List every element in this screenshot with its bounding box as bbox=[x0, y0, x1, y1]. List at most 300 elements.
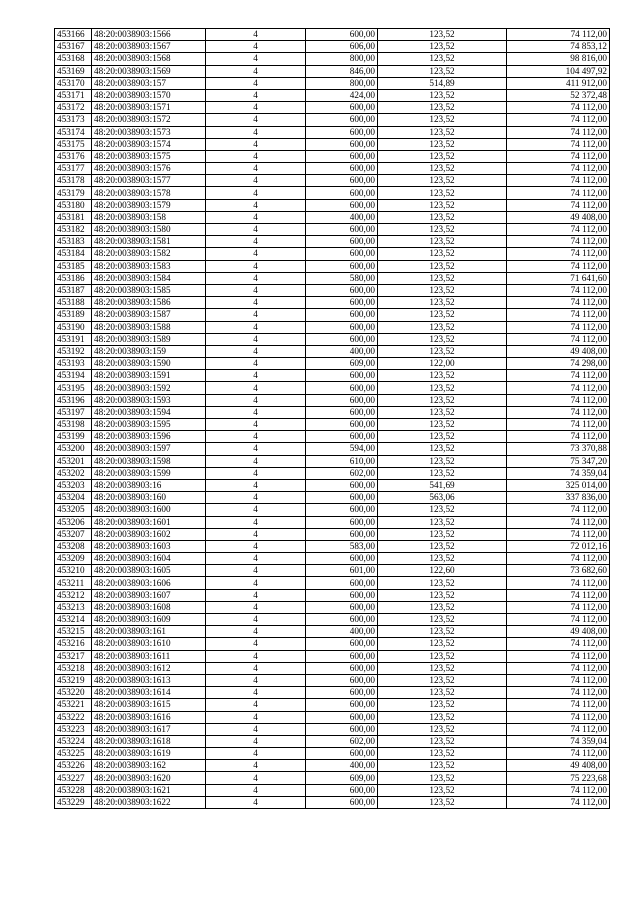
rate-cell: 123,52 bbox=[378, 53, 507, 65]
row-id-cell: 453195 bbox=[55, 382, 92, 394]
row-id-cell: 453203 bbox=[55, 479, 92, 491]
table-row bbox=[55, 431, 610, 443]
table-row bbox=[55, 211, 610, 223]
cadastral-number-cell: 48:20:0038903:1570 bbox=[92, 89, 206, 101]
table-row bbox=[55, 382, 610, 394]
area-cell: 602,00 bbox=[306, 467, 378, 479]
value-cell: 411 912,00 bbox=[507, 77, 610, 89]
cadastral-number-cell: 48:20:0038903:1585 bbox=[92, 284, 206, 296]
category-cell: 4 bbox=[206, 540, 306, 552]
area-cell: 600,00 bbox=[306, 309, 378, 321]
cadastral-number-cell: 48:20:0038903:1604 bbox=[92, 553, 206, 565]
area-cell: 600,00 bbox=[306, 553, 378, 565]
table-row bbox=[55, 114, 610, 126]
cadastral-number-cell: 48:20:0038903:1613 bbox=[92, 674, 206, 686]
rate-cell: 123,52 bbox=[378, 443, 507, 455]
value-cell: 73 370,88 bbox=[507, 443, 610, 455]
row-id-cell: 453215 bbox=[55, 626, 92, 638]
category-cell: 4 bbox=[206, 443, 306, 455]
cadastral-number-cell: 48:20:0038903:1618 bbox=[92, 735, 206, 747]
table-row bbox=[55, 784, 610, 796]
category-cell: 4 bbox=[206, 577, 306, 589]
cadastral-number-cell: 48:20:0038903:1569 bbox=[92, 65, 206, 77]
category-cell: 4 bbox=[206, 163, 306, 175]
value-cell: 74 112,00 bbox=[507, 126, 610, 138]
area-cell: 600,00 bbox=[306, 784, 378, 796]
value-cell: 74 112,00 bbox=[507, 394, 610, 406]
table-row bbox=[55, 297, 610, 309]
category-cell: 4 bbox=[206, 199, 306, 211]
category-cell: 4 bbox=[206, 272, 306, 284]
area-cell: 600,00 bbox=[306, 284, 378, 296]
value-cell: 74 112,00 bbox=[507, 224, 610, 236]
value-cell: 74 112,00 bbox=[507, 175, 610, 187]
category-cell: 4 bbox=[206, 114, 306, 126]
table-row bbox=[55, 601, 610, 613]
category-cell: 4 bbox=[206, 455, 306, 467]
area-cell: 600,00 bbox=[306, 394, 378, 406]
rate-cell: 123,52 bbox=[378, 333, 507, 345]
category-cell: 4 bbox=[206, 333, 306, 345]
category-cell: 4 bbox=[206, 284, 306, 296]
table-row bbox=[55, 772, 610, 784]
value-cell: 74 112,00 bbox=[507, 248, 610, 260]
table-row bbox=[55, 150, 610, 162]
area-cell: 600,00 bbox=[306, 175, 378, 187]
category-cell: 4 bbox=[206, 467, 306, 479]
table-row bbox=[55, 650, 610, 662]
rate-cell: 123,52 bbox=[378, 163, 507, 175]
table-row bbox=[55, 748, 610, 760]
row-id-cell: 453171 bbox=[55, 89, 92, 101]
cadastral-number-cell: 48:20:0038903:1593 bbox=[92, 394, 206, 406]
value-cell: 74 112,00 bbox=[507, 382, 610, 394]
rate-cell: 123,52 bbox=[378, 236, 507, 248]
table-row bbox=[55, 236, 610, 248]
value-cell: 74 112,00 bbox=[507, 528, 610, 540]
row-id-cell: 453217 bbox=[55, 650, 92, 662]
cadastral-number-cell: 48:20:0038903:1599 bbox=[92, 467, 206, 479]
cadastral-number-cell: 48:20:0038903:1601 bbox=[92, 516, 206, 528]
area-cell: 600,00 bbox=[306, 492, 378, 504]
category-cell: 4 bbox=[206, 699, 306, 711]
rate-cell: 123,52 bbox=[378, 297, 507, 309]
value-cell: 74 853,12 bbox=[507, 41, 610, 53]
cadastral-number-cell: 48:20:0038903:1577 bbox=[92, 175, 206, 187]
area-cell: 583,00 bbox=[306, 540, 378, 552]
area-cell: 600,00 bbox=[306, 601, 378, 613]
row-id-cell: 453206 bbox=[55, 516, 92, 528]
category-cell: 4 bbox=[206, 260, 306, 272]
cadastral-number-cell: 48:20:0038903:1589 bbox=[92, 333, 206, 345]
area-cell: 846,00 bbox=[306, 65, 378, 77]
table-row bbox=[55, 711, 610, 723]
category-cell: 4 bbox=[206, 431, 306, 443]
cadastral-number-cell: 48:20:0038903:1619 bbox=[92, 748, 206, 760]
category-cell: 4 bbox=[206, 211, 306, 223]
row-id-cell: 453197 bbox=[55, 406, 92, 418]
value-cell: 74 112,00 bbox=[507, 674, 610, 686]
area-cell: 600,00 bbox=[306, 406, 378, 418]
area-cell: 600,00 bbox=[306, 589, 378, 601]
rate-cell: 563,06 bbox=[378, 492, 507, 504]
category-cell: 4 bbox=[206, 650, 306, 662]
rate-cell: 123,52 bbox=[378, 467, 507, 479]
area-cell: 400,00 bbox=[306, 760, 378, 772]
row-id-cell: 453229 bbox=[55, 796, 92, 808]
category-cell: 4 bbox=[206, 419, 306, 431]
table-row bbox=[55, 516, 610, 528]
area-cell: 800,00 bbox=[306, 53, 378, 65]
value-cell: 74 112,00 bbox=[507, 309, 610, 321]
row-id-cell: 453225 bbox=[55, 748, 92, 760]
value-cell: 74 112,00 bbox=[507, 553, 610, 565]
table-row bbox=[55, 187, 610, 199]
category-cell: 4 bbox=[206, 150, 306, 162]
area-cell: 600,00 bbox=[306, 114, 378, 126]
cadastral-number-cell: 48:20:0038903:1610 bbox=[92, 638, 206, 650]
cadastral-number-cell: 48:20:0038903:1615 bbox=[92, 699, 206, 711]
table-row bbox=[55, 126, 610, 138]
table-row bbox=[55, 796, 610, 808]
row-id-cell: 453166 bbox=[55, 29, 92, 41]
table-row bbox=[55, 626, 610, 638]
value-cell: 74 112,00 bbox=[507, 419, 610, 431]
table-row bbox=[55, 224, 610, 236]
category-cell: 4 bbox=[206, 77, 306, 89]
rate-cell: 123,52 bbox=[378, 187, 507, 199]
rate-cell: 123,52 bbox=[378, 260, 507, 272]
rate-cell: 123,52 bbox=[378, 711, 507, 723]
area-cell: 606,00 bbox=[306, 41, 378, 53]
area-cell: 600,00 bbox=[306, 260, 378, 272]
row-id-cell: 453208 bbox=[55, 540, 92, 552]
table-row bbox=[55, 138, 610, 150]
row-id-cell: 453201 bbox=[55, 455, 92, 467]
category-cell: 4 bbox=[206, 638, 306, 650]
cadastral-number-cell: 48:20:0038903:1606 bbox=[92, 577, 206, 589]
category-cell: 4 bbox=[206, 89, 306, 101]
category-cell: 4 bbox=[206, 589, 306, 601]
rate-cell: 541,69 bbox=[378, 479, 507, 491]
cadastral-number-cell: 48:20:0038903:157 bbox=[92, 77, 206, 89]
value-cell: 74 359,04 bbox=[507, 735, 610, 747]
row-id-cell: 453190 bbox=[55, 321, 92, 333]
cadastral-number-cell: 48:20:0038903:1588 bbox=[92, 321, 206, 333]
row-id-cell: 453221 bbox=[55, 699, 92, 711]
rate-cell: 123,52 bbox=[378, 41, 507, 53]
cadastral-number-cell: 48:20:0038903:161 bbox=[92, 626, 206, 638]
table-row bbox=[55, 53, 610, 65]
table-row bbox=[55, 41, 610, 53]
rate-cell: 123,52 bbox=[378, 662, 507, 674]
table-row bbox=[55, 309, 610, 321]
value-cell: 74 112,00 bbox=[507, 614, 610, 626]
category-cell: 4 bbox=[206, 492, 306, 504]
value-cell: 74 112,00 bbox=[507, 187, 610, 199]
category-cell: 4 bbox=[206, 674, 306, 686]
area-cell: 400,00 bbox=[306, 626, 378, 638]
category-cell: 4 bbox=[206, 126, 306, 138]
category-cell: 4 bbox=[206, 187, 306, 199]
value-cell: 74 112,00 bbox=[507, 723, 610, 735]
table-row bbox=[55, 77, 610, 89]
area-cell: 600,00 bbox=[306, 748, 378, 760]
cadastral-number-cell: 48:20:0038903:1607 bbox=[92, 589, 206, 601]
row-id-cell: 453216 bbox=[55, 638, 92, 650]
category-cell: 4 bbox=[206, 760, 306, 772]
rate-cell: 123,52 bbox=[378, 199, 507, 211]
category-cell: 4 bbox=[206, 224, 306, 236]
cadastral-number-cell: 48:20:0038903:160 bbox=[92, 492, 206, 504]
rate-cell: 123,52 bbox=[378, 540, 507, 552]
row-id-cell: 453199 bbox=[55, 431, 92, 443]
category-cell: 4 bbox=[206, 29, 306, 41]
value-cell: 52 372,48 bbox=[507, 89, 610, 101]
value-cell: 74 112,00 bbox=[507, 370, 610, 382]
cadastral-number-cell: 48:20:0038903:16 bbox=[92, 479, 206, 491]
cadastral-number-cell: 48:20:0038903:1591 bbox=[92, 370, 206, 382]
row-id-cell: 453172 bbox=[55, 102, 92, 114]
row-id-cell: 453176 bbox=[55, 150, 92, 162]
cadastral-number-cell: 48:20:0038903:1594 bbox=[92, 406, 206, 418]
area-cell: 580,00 bbox=[306, 272, 378, 284]
row-id-cell: 453180 bbox=[55, 199, 92, 211]
rate-cell: 123,52 bbox=[378, 614, 507, 626]
area-cell: 600,00 bbox=[306, 687, 378, 699]
area-cell: 600,00 bbox=[306, 419, 378, 431]
area-cell: 609,00 bbox=[306, 358, 378, 370]
cadastral-number-cell: 48:20:0038903:1622 bbox=[92, 796, 206, 808]
row-id-cell: 453193 bbox=[55, 358, 92, 370]
rate-cell: 123,52 bbox=[378, 382, 507, 394]
rate-cell: 514,89 bbox=[378, 77, 507, 89]
row-id-cell: 453228 bbox=[55, 784, 92, 796]
table-row bbox=[55, 540, 610, 552]
category-cell: 4 bbox=[206, 236, 306, 248]
category-cell: 4 bbox=[206, 626, 306, 638]
cadastral-number-cell: 48:20:0038903:1598 bbox=[92, 455, 206, 467]
value-cell: 74 112,00 bbox=[507, 784, 610, 796]
category-cell: 4 bbox=[206, 248, 306, 260]
rate-cell: 123,52 bbox=[378, 674, 507, 686]
row-id-cell: 453204 bbox=[55, 492, 92, 504]
area-cell: 600,00 bbox=[306, 248, 378, 260]
rate-cell: 123,52 bbox=[378, 784, 507, 796]
cadastral-number-cell: 48:20:0038903:1573 bbox=[92, 126, 206, 138]
cadastral-number-cell: 48:20:0038903:1579 bbox=[92, 199, 206, 211]
area-cell: 600,00 bbox=[306, 662, 378, 674]
rate-cell: 123,52 bbox=[378, 65, 507, 77]
cadastral-number-cell: 48:20:0038903:1578 bbox=[92, 187, 206, 199]
table-row bbox=[55, 394, 610, 406]
value-cell: 75 347,20 bbox=[507, 455, 610, 467]
rate-cell: 123,52 bbox=[378, 406, 507, 418]
category-cell: 4 bbox=[206, 321, 306, 333]
table-row bbox=[55, 492, 610, 504]
rate-cell: 123,52 bbox=[378, 638, 507, 650]
category-cell: 4 bbox=[206, 796, 306, 808]
cadastral-number-cell: 48:20:0038903:1617 bbox=[92, 723, 206, 735]
cadastral-number-cell: 48:20:0038903:1595 bbox=[92, 419, 206, 431]
table-row bbox=[55, 553, 610, 565]
area-cell: 424,00 bbox=[306, 89, 378, 101]
area-cell: 600,00 bbox=[306, 102, 378, 114]
table-row bbox=[55, 589, 610, 601]
cadastral-number-cell: 48:20:0038903:1575 bbox=[92, 150, 206, 162]
table-row bbox=[55, 528, 610, 540]
rate-cell: 123,52 bbox=[378, 601, 507, 613]
area-cell: 602,00 bbox=[306, 735, 378, 747]
area-cell: 600,00 bbox=[306, 297, 378, 309]
value-cell: 49 408,00 bbox=[507, 760, 610, 772]
area-cell: 600,00 bbox=[306, 321, 378, 333]
cadastral-number-cell: 48:20:0038903:1586 bbox=[92, 297, 206, 309]
cadastral-number-cell: 48:20:0038903:1576 bbox=[92, 163, 206, 175]
rate-cell: 123,52 bbox=[378, 687, 507, 699]
value-cell: 74 112,00 bbox=[507, 138, 610, 150]
value-cell: 74 112,00 bbox=[507, 284, 610, 296]
value-cell: 74 112,00 bbox=[507, 333, 610, 345]
table-row bbox=[55, 175, 610, 187]
area-cell: 601,00 bbox=[306, 565, 378, 577]
value-cell: 74 112,00 bbox=[507, 711, 610, 723]
cadastral-number-cell: 48:20:0038903:1612 bbox=[92, 662, 206, 674]
table-row bbox=[55, 687, 610, 699]
value-cell: 75 223,68 bbox=[507, 772, 610, 784]
cadastral-number-cell: 48:20:0038903:1621 bbox=[92, 784, 206, 796]
table-row bbox=[55, 760, 610, 772]
area-cell: 600,00 bbox=[306, 711, 378, 723]
table-row bbox=[55, 199, 610, 211]
rate-cell: 123,52 bbox=[378, 102, 507, 114]
value-cell: 73 682,60 bbox=[507, 565, 610, 577]
cadastral-number-cell: 48:20:0038903:1580 bbox=[92, 224, 206, 236]
rate-cell: 123,52 bbox=[378, 345, 507, 357]
area-cell: 600,00 bbox=[306, 577, 378, 589]
category-cell: 4 bbox=[206, 565, 306, 577]
area-cell: 600,00 bbox=[306, 138, 378, 150]
cadastral-number-cell: 48:20:0038903:1566 bbox=[92, 29, 206, 41]
value-cell: 74 112,00 bbox=[507, 516, 610, 528]
category-cell: 4 bbox=[206, 297, 306, 309]
row-id-cell: 453170 bbox=[55, 77, 92, 89]
row-id-cell: 453209 bbox=[55, 553, 92, 565]
table-row bbox=[55, 272, 610, 284]
area-cell: 600,00 bbox=[306, 638, 378, 650]
area-cell: 600,00 bbox=[306, 699, 378, 711]
table-row bbox=[55, 370, 610, 382]
category-cell: 4 bbox=[206, 406, 306, 418]
area-cell: 600,00 bbox=[306, 224, 378, 236]
rate-cell: 123,52 bbox=[378, 309, 507, 321]
row-id-cell: 453218 bbox=[55, 662, 92, 674]
table-row bbox=[55, 479, 610, 491]
row-id-cell: 453219 bbox=[55, 674, 92, 686]
value-cell: 98 816,00 bbox=[507, 53, 610, 65]
row-id-cell: 453202 bbox=[55, 467, 92, 479]
rate-cell: 123,52 bbox=[378, 419, 507, 431]
area-cell: 600,00 bbox=[306, 516, 378, 528]
rate-cell: 123,52 bbox=[378, 114, 507, 126]
rate-cell: 123,52 bbox=[378, 272, 507, 284]
area-cell: 600,00 bbox=[306, 199, 378, 211]
category-cell: 4 bbox=[206, 41, 306, 53]
cadastral-number-cell: 48:20:0038903:1583 bbox=[92, 260, 206, 272]
row-id-cell: 453177 bbox=[55, 163, 92, 175]
value-cell: 74 112,00 bbox=[507, 297, 610, 309]
area-cell: 600,00 bbox=[306, 614, 378, 626]
value-cell: 74 112,00 bbox=[507, 687, 610, 699]
table-row bbox=[55, 102, 610, 114]
value-cell: 74 112,00 bbox=[507, 406, 610, 418]
category-cell: 4 bbox=[206, 358, 306, 370]
area-cell: 600,00 bbox=[306, 431, 378, 443]
area-cell: 600,00 bbox=[306, 528, 378, 540]
table-row bbox=[55, 29, 610, 41]
rate-cell: 123,52 bbox=[378, 760, 507, 772]
value-cell: 74 112,00 bbox=[507, 114, 610, 126]
value-cell: 72 012,16 bbox=[507, 540, 610, 552]
cadastral-number-cell: 48:20:0038903:1592 bbox=[92, 382, 206, 394]
cadastral-number-cell: 48:20:0038903:1609 bbox=[92, 614, 206, 626]
row-id-cell: 453187 bbox=[55, 284, 92, 296]
cadastral-number-cell: 48:20:0038903:1605 bbox=[92, 565, 206, 577]
table-row bbox=[55, 345, 610, 357]
row-id-cell: 453167 bbox=[55, 41, 92, 53]
value-cell: 49 408,00 bbox=[507, 211, 610, 223]
row-id-cell: 453214 bbox=[55, 614, 92, 626]
rate-cell: 123,52 bbox=[378, 528, 507, 540]
table-row bbox=[55, 89, 610, 101]
area-cell: 600,00 bbox=[306, 29, 378, 41]
table-row bbox=[55, 504, 610, 516]
area-cell: 609,00 bbox=[306, 772, 378, 784]
category-cell: 4 bbox=[206, 345, 306, 357]
value-cell: 74 112,00 bbox=[507, 163, 610, 175]
rate-cell: 123,52 bbox=[378, 735, 507, 747]
category-cell: 4 bbox=[206, 711, 306, 723]
value-cell: 74 112,00 bbox=[507, 236, 610, 248]
value-cell: 74 112,00 bbox=[507, 589, 610, 601]
table-row bbox=[55, 321, 610, 333]
rate-cell: 123,52 bbox=[378, 224, 507, 236]
area-cell: 600,00 bbox=[306, 650, 378, 662]
cadastral-number-cell: 48:20:0038903:1581 bbox=[92, 236, 206, 248]
row-id-cell: 453191 bbox=[55, 333, 92, 345]
row-id-cell: 453174 bbox=[55, 126, 92, 138]
category-cell: 4 bbox=[206, 504, 306, 516]
row-id-cell: 453211 bbox=[55, 577, 92, 589]
value-cell: 74 112,00 bbox=[507, 102, 610, 114]
area-cell: 600,00 bbox=[306, 479, 378, 491]
area-cell: 600,00 bbox=[306, 382, 378, 394]
category-cell: 4 bbox=[206, 723, 306, 735]
value-cell: 104 497,92 bbox=[507, 65, 610, 77]
table-row bbox=[55, 419, 610, 431]
table-row bbox=[55, 443, 610, 455]
table-body bbox=[55, 29, 610, 809]
category-cell: 4 bbox=[206, 102, 306, 114]
table-row bbox=[55, 662, 610, 674]
value-cell: 49 408,00 bbox=[507, 345, 610, 357]
rate-cell: 123,52 bbox=[378, 321, 507, 333]
row-id-cell: 453198 bbox=[55, 419, 92, 431]
cadastral-number-cell: 48:20:0038903:158 bbox=[92, 211, 206, 223]
table-row bbox=[55, 406, 610, 418]
cadastral-number-cell: 48:20:0038903:1572 bbox=[92, 114, 206, 126]
value-cell: 71 641,60 bbox=[507, 272, 610, 284]
